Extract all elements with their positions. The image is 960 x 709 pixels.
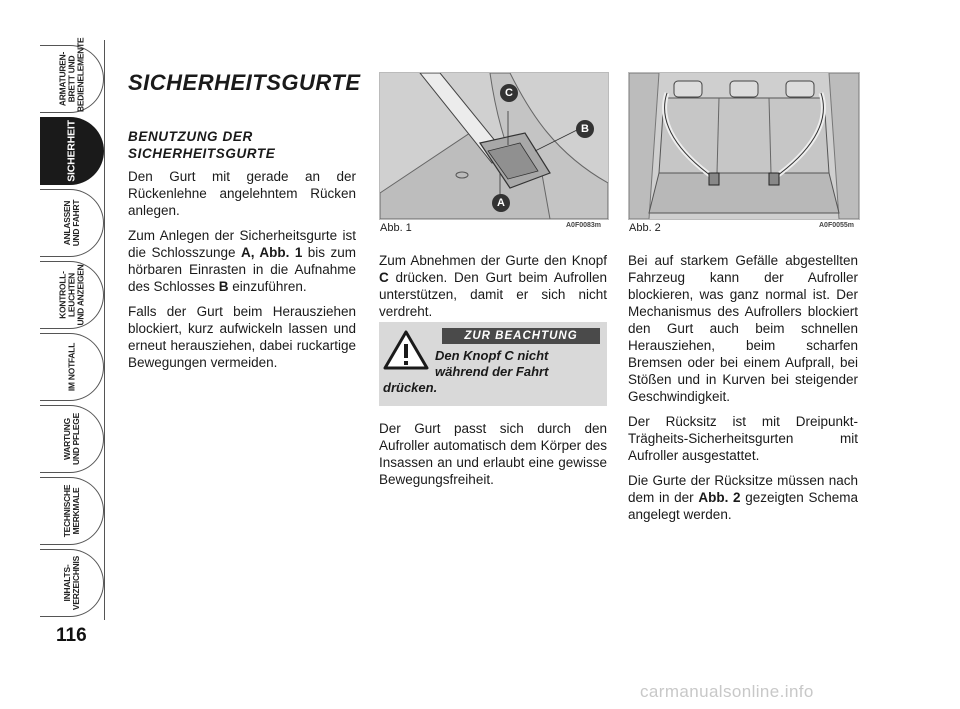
paragraph: Zum Anlegen der Sicherheitsgurte ist die Schlosszunge A, Abb. 1 bis zum hörbaren Einrasten in die Aufnahme des Schlosses B einzuführen. [128,228,356,294]
watermark: carmanualsonline.info [640,682,814,701]
tab-notfall[interactable] [40,333,104,401]
page-number: 116 [56,625,87,646]
figure-2-rear-seat-belts [628,72,860,220]
tab-kontrollleuchten[interactable] [40,261,104,329]
figure-1-code: A0F0083m [566,222,602,229]
tab-label: WARTUNG UND PFLEGE [61,413,81,465]
callout-b: B [576,120,594,138]
paragraph: Der Rücksitz ist mit Dreipunkt-Trägheits-Sicherheitsgurten mit Aufroller ausgestattet. [628,414,858,463]
paragraph: Zum Abnehmen der Gurte den Knopf C drücken. Den Gurt beim Aufrollen unterstützen, damit er sich nicht verdreht. [379,253,607,319]
warning-box [379,322,607,406]
tab-sicherheit[interactable] [40,117,104,185]
tab-label: SICHERHEIT [65,120,77,182]
warning-heading: ZUR BEACHTUNG [442,328,600,344]
text-column-1 [128,168,356,379]
paragraph: Der Gurt passt sich durch den Aufroller automatisch dem Körper des Insassen an und erlaubt eine gewisse Bewegungsfreiheit. [379,421,607,487]
callout-c: C [500,84,518,102]
paragraph: Die Gurte der Rücksitze müssen nach dem in der Abb. 2 gezeigten Schema angelegt werden. [628,473,858,522]
tab-anlassen[interactable] [40,189,104,257]
section-heading: BENUTZUNG DER SICHERHEITSGURTE [128,129,276,161]
paragraph: Falls der Gurt beim Herausziehen blockiert, kurz aufwickeln lassen und erneut herausziehen, dabei ruckartige Bewegungen vermeiden. [128,304,356,370]
tab-inhaltsverzeichnis[interactable] [40,549,104,617]
rear-seat-illustration [629,73,859,219]
tab-label: ARMATUREN- BRETT UND BEDIENELEMENTE [57,37,85,112]
warning-text: Den Knopf C nicht während der Fahrt drücken. [383,348,549,395]
figure-1-caption: Abb. 1 [380,222,412,234]
tab-label: IM NOTFALL [66,342,76,392]
tab-label: INHALTS- VERZEICHNIS [61,555,81,611]
page-title: SICHERHEITSGURTE [128,70,361,95]
text-column-3 [628,252,858,531]
callout-a: A [492,194,510,212]
figure-2-caption: Abb. 2 [629,222,661,234]
tab-armaturenbrett[interactable] [40,37,104,113]
tab-wartung[interactable] [40,405,104,473]
sidebar-divider [104,40,105,620]
figure-2-code: A0F0055m [819,222,855,229]
paragraph: Bei auf starkem Gefälle abgestellten Fahrzeug kann der Aufroller blockieren, was ganz normal ist. Der Mechanismus des Aufrollers blockiert den Gurt auch beim schnellen Herausziehen, beim scharfen Bremsen oder bei einem Aufprall, bei Stößen und in Kurven bei steigender Geschwindigkeit. [628,253,858,404]
tab-label: ANLASSEN UND FAHRT [61,199,81,247]
tab-label: TECHNISCHE MERKMALE [61,484,81,538]
tab-technische-merkmale[interactable] [40,477,104,545]
paragraph: Den Gurt mit gerade an der Rückenlehne angelehntem Rücken anlegen. [128,169,356,218]
text-column-2b [379,420,607,496]
text-column-2 [379,252,607,328]
tab-label: KONTROLL- LEUCHTEN UND ANZEIGEN [57,264,85,326]
